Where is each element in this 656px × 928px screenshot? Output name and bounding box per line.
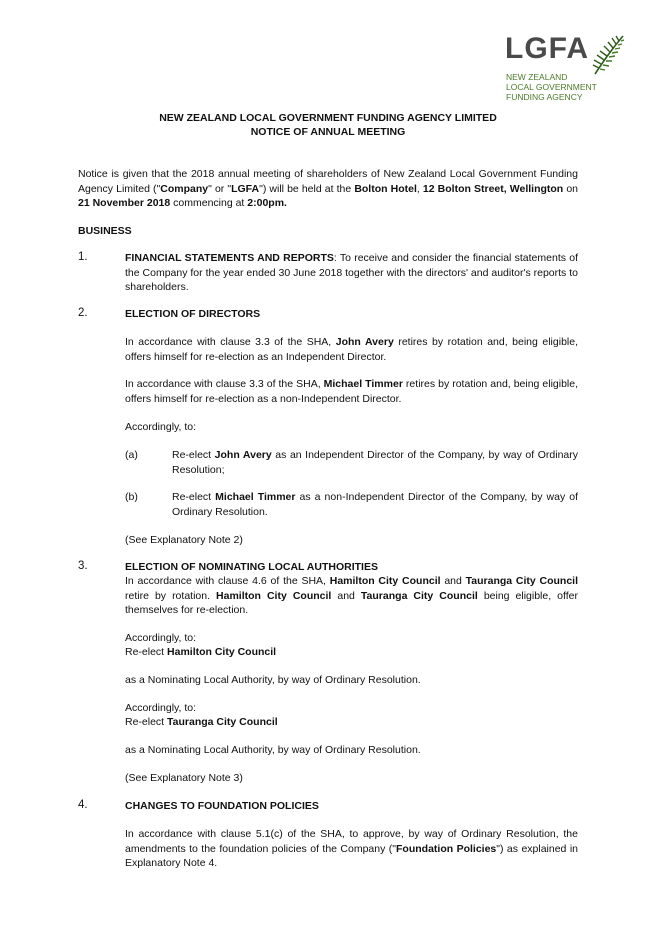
item-2-heading: ELECTION OF DIRECTORS xyxy=(125,308,261,320)
item-3-paragraph xyxy=(125,574,578,618)
item-3-text-1: In accordance with clause 4.6 of the SHA, xyxy=(125,575,330,587)
item-3-text-2: and xyxy=(440,575,466,587)
item-2b-name: Michael Timmer xyxy=(215,491,296,503)
item-2-note: (See Explanatory Note 2) xyxy=(125,534,243,546)
intro-text-3: ") will be held at the xyxy=(259,182,355,195)
intro-bold-lgfa: LGFA xyxy=(231,182,260,195)
item-3-reelect-1-name: Hamilton City Council xyxy=(167,646,277,658)
logo-sub-line-2: LOCAL GOVERNMENT xyxy=(506,82,597,92)
item-3-reelect-1 xyxy=(125,645,276,660)
fern-icon xyxy=(591,32,627,76)
logo-subtitle xyxy=(506,72,597,102)
intro-bold-company: Company xyxy=(160,182,209,195)
item-2-para-2 xyxy=(125,377,578,406)
item-4-text-1: In accordance with clause 5.1(c) of the SHA, to approve, by way of Ordinary Resolution, the amendments to the foundation policies of the Company (" xyxy=(125,828,578,855)
item-3-accordingly-1: Accordingly, to: xyxy=(125,632,197,644)
item-3-as-2: as a Nominating Local Authority, by way of Ordinary Resolution. xyxy=(125,744,421,756)
intro-text-6: commencing at xyxy=(170,197,248,209)
item-3-reelect-2 xyxy=(125,715,278,730)
item-4-bold: Foundation Policies xyxy=(396,842,497,855)
item-1-text: : To receive and consider the financial statements of the Company for the year ended 30 June 2018 together with the directors' and auditor's reports to shareholders. xyxy=(125,252,578,293)
item-3-reelect-2-name: Tauranga City Council xyxy=(167,716,278,728)
document-title: NEW ZEALAND LOCAL GOVERNMENT FUNDING AGENCY LIMITED xyxy=(159,112,497,124)
item-1-number: 1. xyxy=(78,251,88,263)
item-3-text-3: retire by rotation. xyxy=(125,589,217,602)
item-3-number: 3. xyxy=(78,560,88,572)
item-3-text-5: being eligible, offer themselves for re-election. xyxy=(125,589,578,616)
document-subtitle: NOTICE OF ANNUAL MEETING xyxy=(250,126,406,138)
item-2-accordingly: Accordingly, to: xyxy=(125,421,197,433)
item-2-para-2-text-2: retires by rotation and, being eligible, offers himself for re-election as a non-Independent Director. xyxy=(125,378,579,405)
intro-text-1: Notice is given that the 2018 annual meeting of shareholders of New Zealand Local Government Funding Agency Limited (" xyxy=(78,168,578,195)
item-2-para-2-name: Michael Timmer xyxy=(323,378,403,390)
item-3-heading: ELECTION OF NOMINATING LOCAL AUTHORITIES xyxy=(125,561,378,573)
intro-bold-address: 12 Bolton Street, Wellington xyxy=(422,182,564,195)
item-2a-label: (a) xyxy=(125,449,138,461)
item-2b-text-2: as a non-Independent Director of the Company, by way of Ordinary Resolution. xyxy=(172,491,579,518)
item-4-number: 4. xyxy=(78,799,88,811)
intro-text-5: on xyxy=(563,182,578,195)
item-4-heading: CHANGES TO FOUNDATION POLICIES xyxy=(125,800,319,812)
intro-paragraph xyxy=(78,167,578,211)
item-3-accordingly-2: Accordingly, to: xyxy=(125,702,197,714)
item-2b-text-1: Re-elect xyxy=(172,491,216,503)
intro-text-2: " or " xyxy=(208,182,232,195)
lgfa-logo xyxy=(505,32,625,107)
item-2b-label: (b) xyxy=(125,491,138,503)
item-2b-text xyxy=(172,490,578,519)
item-2-number: 2. xyxy=(78,307,88,319)
item-2-para-1-name: John Avery xyxy=(335,336,394,348)
item-3-reelect-1-text: Re-elect xyxy=(125,646,168,658)
logo-sub-line-3: FUNDING AGENCY xyxy=(506,92,583,102)
item-2a-text-1: Re-elect xyxy=(172,449,215,461)
item-3-bold-1: Hamilton City Council xyxy=(329,575,441,587)
intro-bold-time: 2:00pm. xyxy=(247,197,287,209)
item-2-para-2-text-1: In accordance with clause 3.3 of the SHA, xyxy=(125,378,324,390)
logo-wordmark: LGFA xyxy=(505,32,589,65)
item-1-heading: FINANCIAL STATEMENTS AND REPORTS xyxy=(125,252,334,264)
item-2a-text xyxy=(172,448,578,477)
item-1-paragraph xyxy=(125,251,578,295)
business-heading: BUSINESS xyxy=(78,225,132,237)
intro-bold-date: 21 November 2018 xyxy=(78,197,171,209)
item-4-text-2: ") as explained in Explanatory Note 4. xyxy=(125,842,578,869)
item-3-bold-4: Tauranga City Council xyxy=(360,589,478,602)
item-3-as-1: as a Nominating Local Authority, by way of Ordinary Resolution. xyxy=(125,674,421,686)
intro-text-4: , xyxy=(416,182,423,195)
item-3-bold-3: Hamilton City Council xyxy=(216,589,332,602)
item-3-bold-2: Tauranga City Council xyxy=(465,575,578,587)
logo-sub-line-1: NEW ZEALAND xyxy=(506,72,568,82)
item-4-paragraph xyxy=(125,827,578,871)
item-2a-name: John Avery xyxy=(214,449,272,461)
item-2-para-1-text-1: In accordance with clause 3.3 of the SHA, xyxy=(125,336,336,348)
item-2a-text-2: as an Independent Director of the Company, by way of Ordinary Resolution; xyxy=(172,449,579,476)
item-2-para-1-text-2: retires by rotation and, being eligible, offers himself for re-election as an Independent Director. xyxy=(125,336,578,363)
item-3-note: (See Explanatory Note 3) xyxy=(125,772,243,784)
item-3-reelect-2-text: Re-elect xyxy=(125,716,168,728)
item-2-para-1 xyxy=(125,335,578,364)
item-3-text-4: and xyxy=(331,589,361,602)
intro-bold-venue: Bolton Hotel xyxy=(354,182,417,195)
